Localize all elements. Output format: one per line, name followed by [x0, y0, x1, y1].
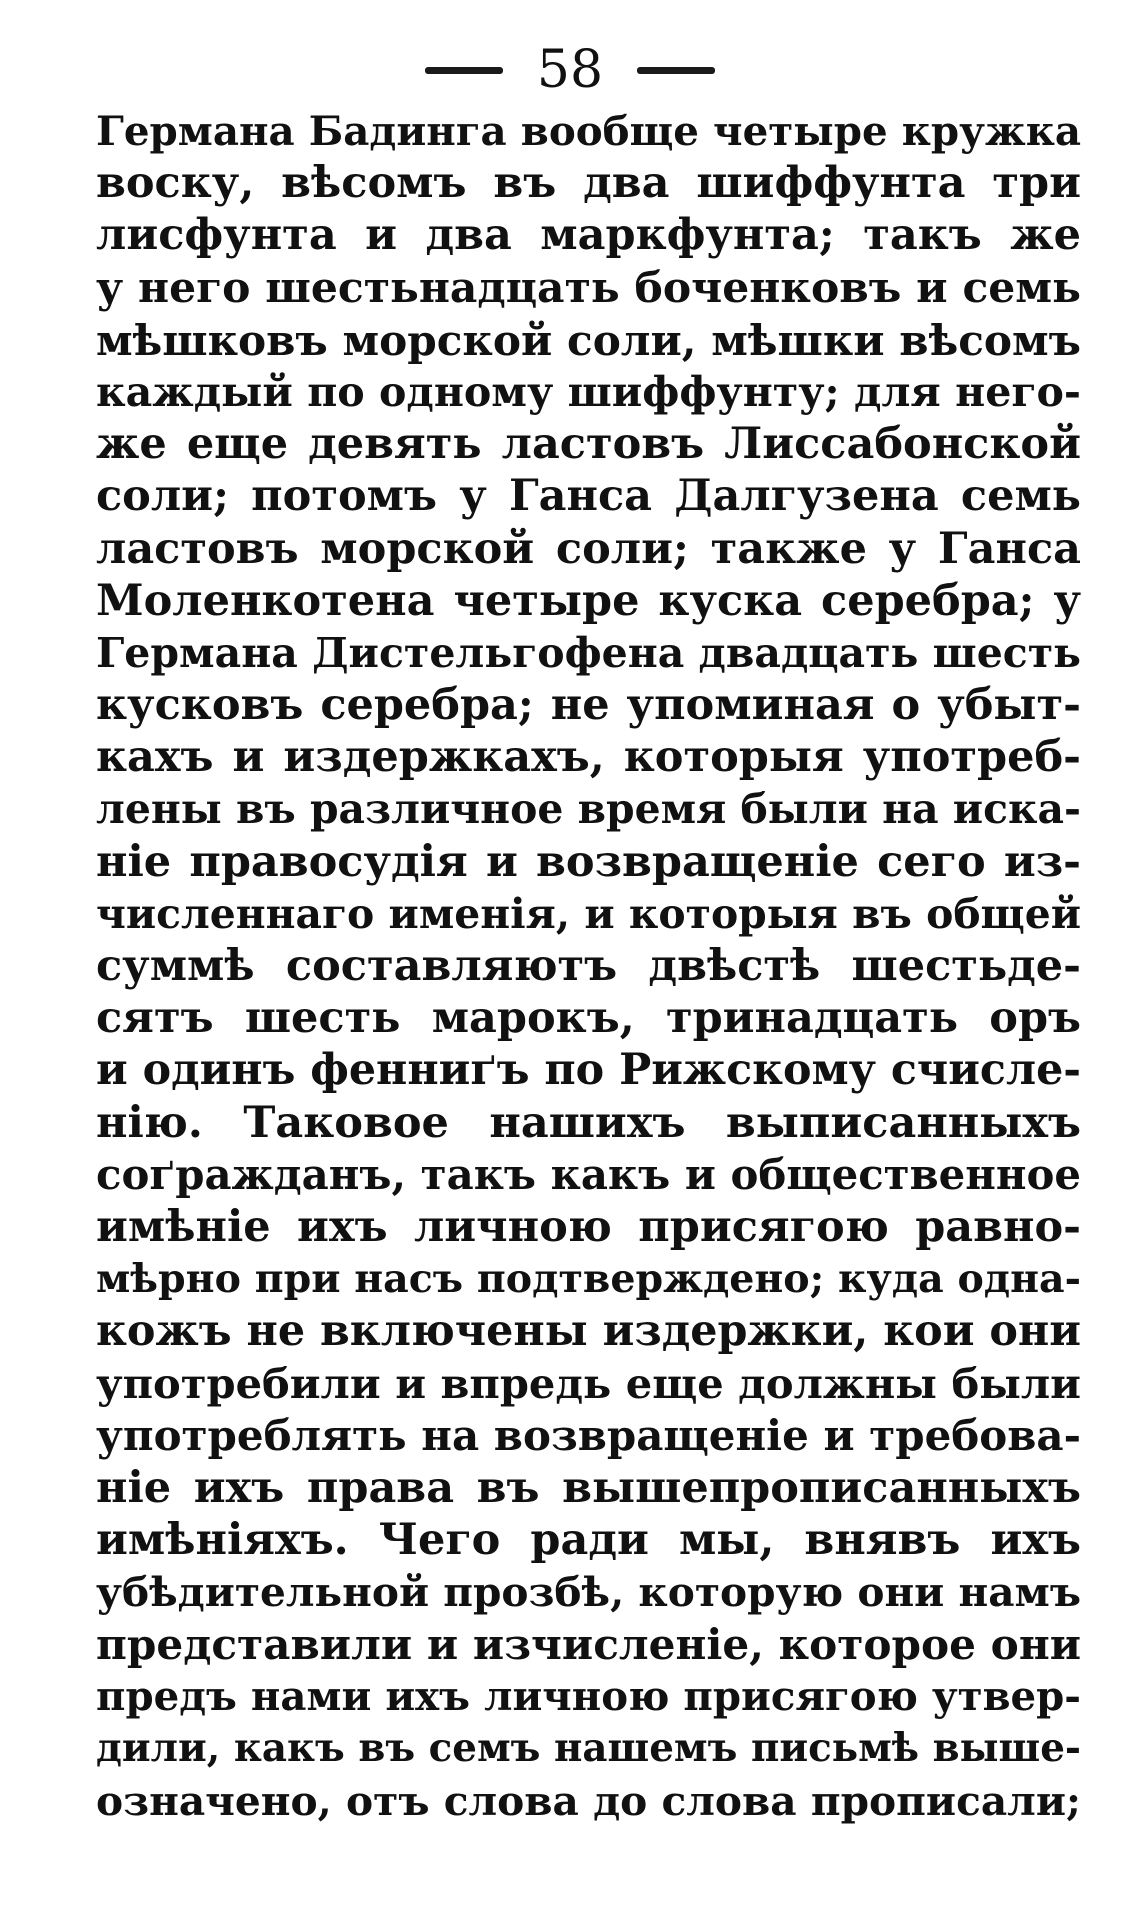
text-line: сятъ шесть марокъ, тринадцать оръ	[96, 993, 1081, 1044]
text-line: представили и изчисленіе, которое они	[96, 1619, 1081, 1670]
text-line: мѣрно при насъ подтверждено; куда одна-	[96, 1256, 1081, 1303]
text-line: кахъ и издержкахъ, которыя употреб-	[96, 732, 1081, 783]
text-line: каждый по одному шиффунту; для него-	[96, 366, 1081, 416]
text-line: нію. Таковое нашихъ выписанныхъ	[96, 1097, 1081, 1148]
text-line: воску, вѣсомъ въ два шиффунта три	[96, 158, 1081, 209]
text-line: имѣніяхъ. Чего ради мы, внявъ ихъ	[96, 1515, 1081, 1566]
text-line: соґражданъ, такъ какъ и общественное	[96, 1149, 1081, 1199]
text-line: мѣшковъ морской соли, мѣшки вѣсомъ	[96, 314, 1081, 365]
text-line: же еще девять ластовъ Лиссабонской	[96, 419, 1081, 470]
text-line: имѣніе ихъ личною присягою равно-	[96, 1201, 1081, 1252]
text-line: соли; потомъ у Ганса Далгузена семь	[96, 471, 1081, 522]
text-line: употреблять на возвращеніе и требова-	[96, 1410, 1081, 1460]
text-line: Моленкотена четыре куска серебра; у	[96, 575, 1081, 626]
text-line: употребили и впредь еще должны были	[96, 1358, 1081, 1408]
text-line: ластовъ морской соли; также у Ганса	[96, 523, 1081, 574]
text-line: дили, какъ въ семъ нашемъ письмѣ выше-	[96, 1725, 1081, 1771]
body-text	[96, 105, 1081, 1827]
text-line: ніе ихъ права въ вышепрописанныхъ	[96, 1462, 1081, 1513]
text-line: ніе правосудія и возвращеніе сего из-	[96, 836, 1081, 887]
text-line: лисфунта и два маркфунта; такъ же	[96, 210, 1081, 261]
text-line: предъ нами ихъ личною присягою утвер-	[96, 1672, 1081, 1720]
text-line: лены въ различное время были на иска-	[96, 785, 1081, 834]
text-line: и одинъ фенниґъ по Рижскому счисле-	[96, 1045, 1081, 1096]
text-line: убѣдительной прозбѣ, которую они намъ	[96, 1568, 1081, 1617]
left-ornament-dash	[425, 67, 503, 74]
text-line: у него шестьнадцать боченковъ и семь	[96, 262, 1081, 313]
text-line: кусковъ серебра; не упоминая о убыт-	[96, 680, 1081, 731]
text-line: кожъ не включены издержки, кои они	[96, 1306, 1081, 1357]
text-line: Германа Бадинга вообще четыре кружка	[96, 107, 1081, 155]
right-ornament-dash	[637, 67, 715, 74]
text-line: суммѣ составляютъ двѣстѣ шестьде-	[96, 941, 1081, 991]
text-line: численнаго именія, и которыя въ общей	[96, 889, 1081, 938]
page-number: 58	[536, 40, 604, 100]
text-line: Германа Дистельгофена двадцать шесть	[96, 628, 1081, 677]
page-header	[0, 30, 1140, 110]
text-line: означено, отъ слова до слова прописали;	[96, 1777, 1081, 1825]
